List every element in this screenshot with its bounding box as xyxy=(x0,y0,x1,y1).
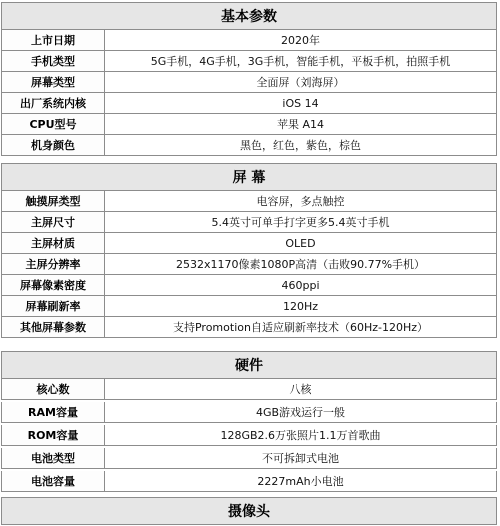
row-label: RAM容量 xyxy=(2,402,105,422)
row-value: 电容屏，多点触控 xyxy=(256,195,345,208)
table-row xyxy=(1,30,497,51)
row-label: 出厂系统内核 xyxy=(2,93,105,113)
row-value: 全面屏（刘海屏） xyxy=(256,76,345,89)
table-row xyxy=(1,471,497,492)
row-label: 触摸屏类型 xyxy=(2,191,105,211)
row-label: 电池容量 xyxy=(2,471,105,491)
row-value: 八核 xyxy=(289,383,312,396)
row-value: 2532x1170像素1080P高清（击败90.77%手机） xyxy=(175,258,426,271)
row-label: 主屏材质 xyxy=(2,233,105,253)
table-row xyxy=(1,233,497,254)
table-row xyxy=(1,317,497,338)
row-value: OLED xyxy=(285,236,316,250)
table-row xyxy=(1,114,497,135)
row-label: 电池类型 xyxy=(2,448,105,468)
table-row xyxy=(1,425,497,446)
table-row xyxy=(1,402,497,423)
section-header-camera xyxy=(1,497,497,525)
section-title: 摄像头 xyxy=(228,504,270,520)
table-row xyxy=(1,379,497,400)
row-label: 主屏分辨率 xyxy=(2,254,105,274)
row-value: 128GB2.6万张照片1.1万首歌曲 xyxy=(220,429,381,442)
table-row xyxy=(1,51,497,72)
section-title: 硬件 xyxy=(235,358,263,374)
table-row xyxy=(1,448,497,469)
row-label: 机身颜色 xyxy=(2,135,105,155)
row-label: ROM容量 xyxy=(2,425,105,445)
row-value: 2020年 xyxy=(281,34,320,47)
row-label: 主屏尺寸 xyxy=(2,212,105,232)
row-label: 核心数 xyxy=(2,379,105,399)
table-row xyxy=(1,296,497,317)
table-row xyxy=(1,191,497,212)
section-header-basic xyxy=(1,2,497,30)
section-header-screen xyxy=(1,163,497,191)
row-value: 苹果 A14 xyxy=(276,118,325,131)
row-value: 5G手机，4G手机，3G手机，智能手机，平板手机，拍照手机 xyxy=(150,55,451,68)
table-row xyxy=(1,254,497,275)
row-label: 上市日期 xyxy=(2,30,105,50)
row-value: 黑色，红色，紫色，棕色 xyxy=(240,139,361,152)
row-value: 120Hz xyxy=(282,299,319,313)
section-title: 基本参数 xyxy=(221,9,277,25)
table-row xyxy=(1,275,497,296)
row-value: 2227mAh小电池 xyxy=(257,475,344,488)
table-row xyxy=(1,135,497,156)
table-row xyxy=(1,212,497,233)
row-value: 4GB游戏运行一般 xyxy=(255,406,346,419)
row-value: 5.4英寸可单手打字更多5.4英寸手机 xyxy=(211,216,390,229)
row-label: 屏幕像素密度 xyxy=(2,275,105,295)
table-row xyxy=(1,93,497,114)
row-value: iOS 14 xyxy=(282,96,319,110)
table-row xyxy=(1,72,497,93)
row-label: CPU型号 xyxy=(2,114,105,134)
section-title: 屏 幕 xyxy=(232,170,266,186)
row-value: 不可拆卸式电池 xyxy=(262,452,339,465)
row-value: 支持Promotion自适应刷新率技术（60Hz-120Hz） xyxy=(172,321,429,334)
section-header-hardware xyxy=(1,351,497,379)
row-label: 屏幕类型 xyxy=(2,72,105,92)
row-label: 屏幕刷新率 xyxy=(2,296,105,316)
row-label: 手机类型 xyxy=(2,51,105,71)
row-value: 460ppi xyxy=(281,278,320,292)
row-label: 其他屏幕参数 xyxy=(2,317,105,337)
